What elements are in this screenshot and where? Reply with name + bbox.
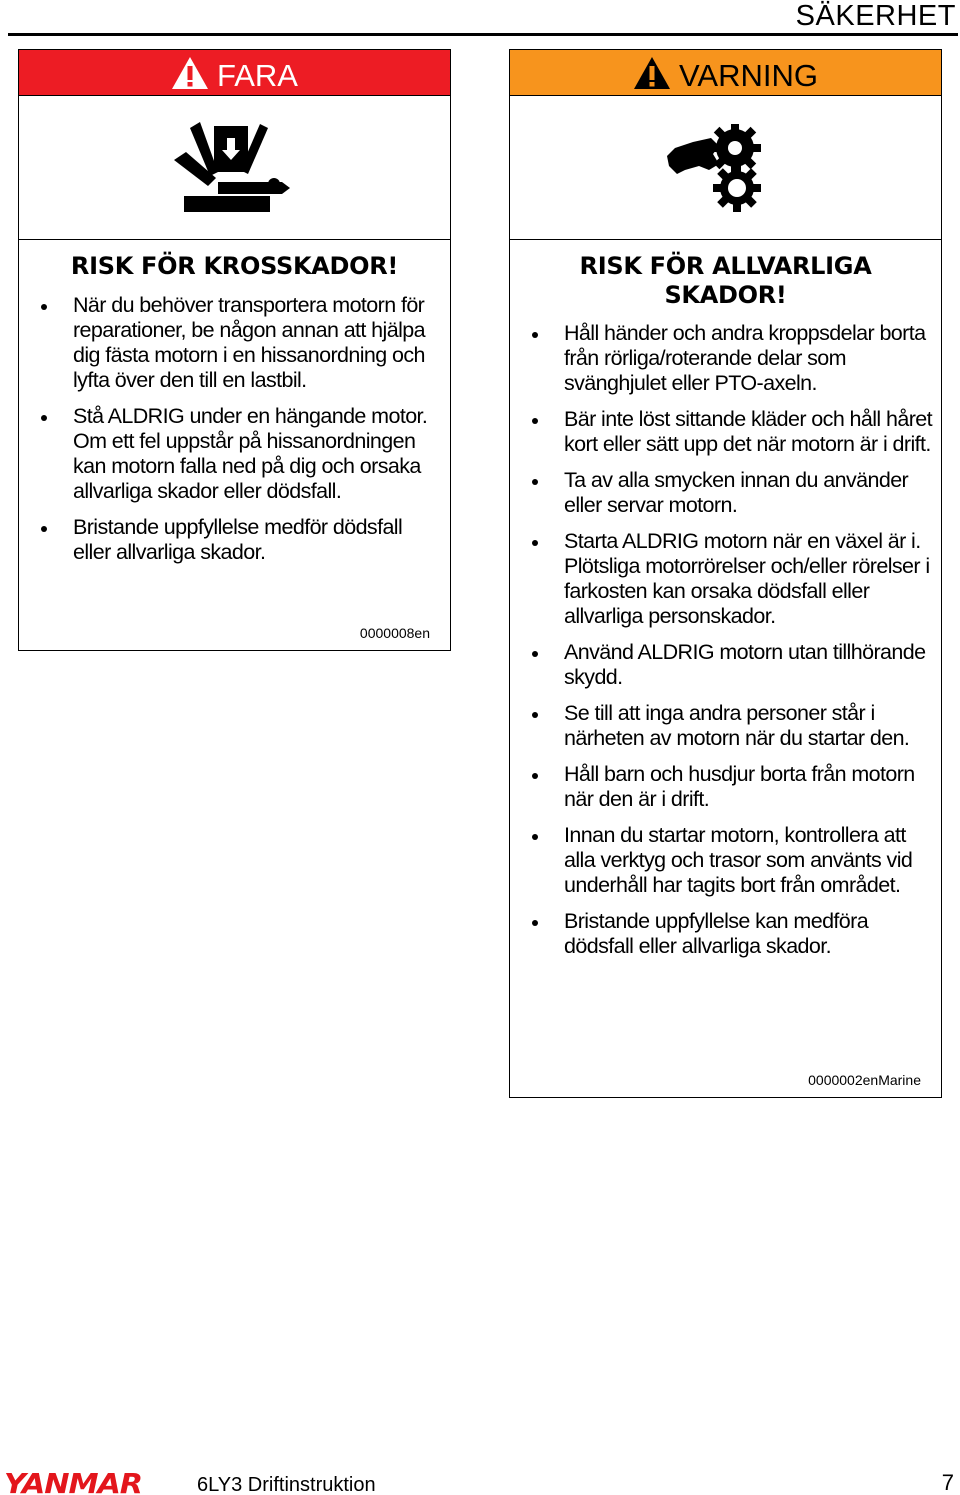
list-item: När du behöver transportera motorn för reparationer, be någon annan att hjälpa dig fästa motorn i en hissanordning och lyfta över den till en lastbil.	[73, 293, 445, 393]
list-item: Se till att inga andra personer står i närheten av motorn när du startar den.	[564, 701, 936, 751]
page-header	[8, 0, 958, 36]
crush-hazard-icon	[172, 116, 294, 216]
list-item: Håll barn och husdjur borta från motorn när den är i drift.	[564, 762, 936, 812]
danger-banner	[19, 50, 450, 96]
warning-label-code: 0000002enMarine	[808, 1072, 921, 1088]
list-item: Använd ALDRIG motorn utan tillhörande skydd.	[564, 640, 936, 690]
list-item: Bristande uppfyllelse medför dödsfall eller allvarliga skador.	[73, 515, 445, 565]
danger-banner-label: FARA	[217, 57, 298, 93]
list-item: Ta av alla smycken innan du använder eller servar motorn.	[564, 468, 936, 518]
list-item: Bristande uppfyllelse kan medföra dödsfall eller allvarliga skador.	[564, 909, 936, 959]
danger-risk-title: RISK FÖR KROSSKADOR!	[70, 252, 399, 280]
warning-safety-label	[509, 49, 942, 1098]
list-item: Starta ALDRIG motorn när en växel är i. Plötsliga motorrörelser och/eller rörelser i farkosten kan orsaka dödsfall eller allvarliga personskador.	[564, 529, 936, 629]
warning-pictogram-area	[510, 96, 941, 240]
warning-triangle-icon	[633, 56, 671, 90]
danger-pictogram-area	[19, 96, 450, 240]
warning-bullet-list	[564, 321, 936, 959]
warning-risk-title: RISK FÖR ALLVARLIGA SKADOR!	[579, 252, 872, 309]
list-item: Bär inte löst sittande kläder och håll håret kort eller sätt upp det när motorn är i drift.	[564, 407, 936, 457]
list-item: Innan du startar motorn, kontrollera att alla verktyg och trasor som använts vid underhåll har tagits bort från området.	[564, 823, 936, 898]
list-item: Håll händer och andra kroppsdelar borta från rörliga/roterande delar som svänghjulet eller PTO-axeln.	[564, 321, 936, 396]
danger-safety-label	[18, 49, 451, 651]
warning-banner	[510, 50, 941, 96]
warning-banner-label: VARNING	[679, 57, 818, 93]
danger-bullet-list	[73, 293, 445, 565]
list-item: Stå ALDRIG under en hängande motor. Om ett fel uppstår på hissanordningen kan motorn falla ned på dig och orsaka allvarliga skador eller dödsfall.	[73, 404, 445, 504]
section-title: SÄKERHET	[795, 0, 956, 32]
yanmar-logo: YANMAR	[4, 1467, 143, 1495]
danger-label-code: 0000008en	[359, 625, 430, 641]
page-number: 7	[941, 1470, 954, 1495]
document-title: 6LY3 Driftinstruktion	[197, 1474, 376, 1495]
warning-triangle-icon	[171, 56, 209, 90]
hand-entanglement-gears-icon	[665, 124, 783, 216]
